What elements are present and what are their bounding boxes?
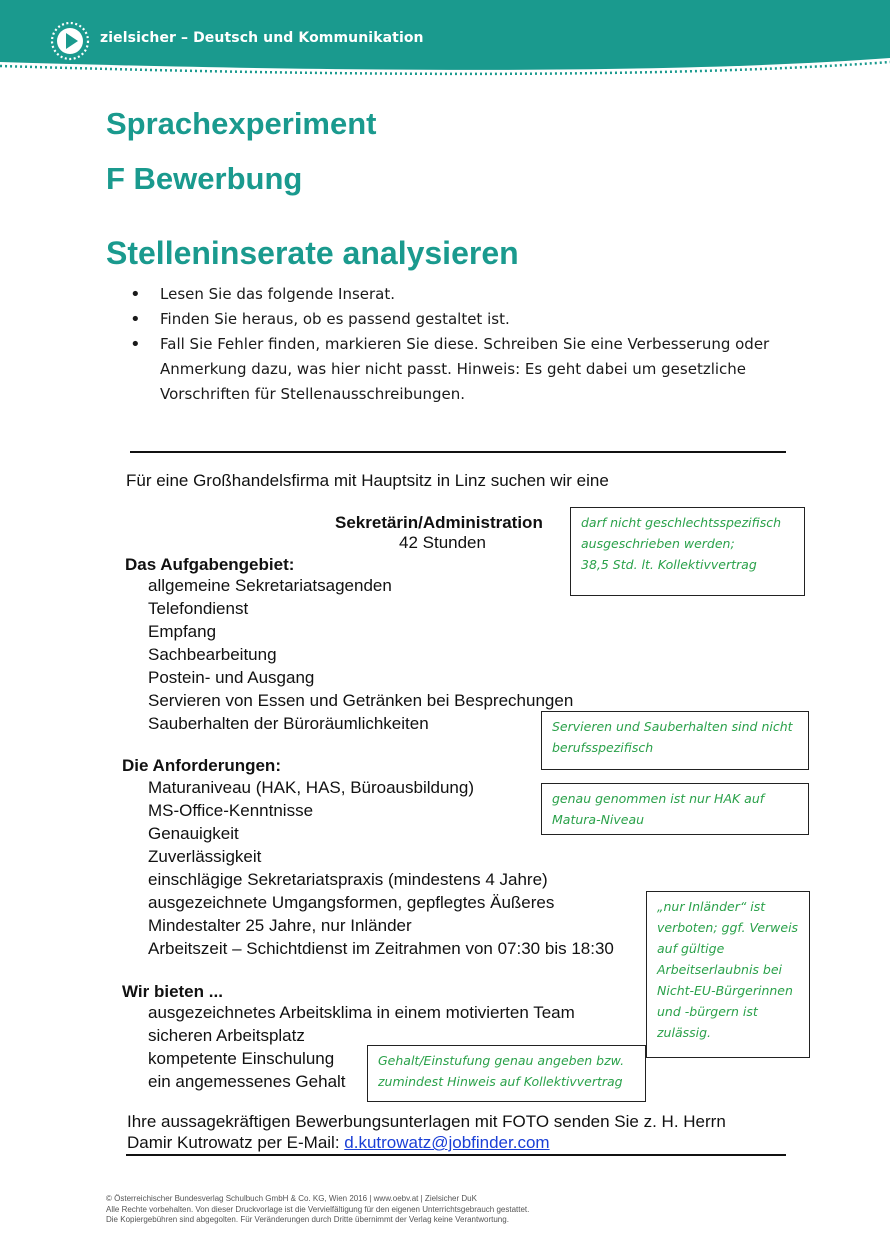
requirement-item: Zuverlässigkeit — [148, 847, 262, 866]
task-item: Telefondienst — [148, 599, 249, 618]
task-item: Sachbearbeitung — [148, 645, 277, 664]
instruction-item: • Finden Sie heraus, ob es passend gestaltet ist. — [130, 307, 770, 332]
footer-line: © Österreichischer Bundesverlag Schulbuch GmbH & Co. KG, Wien 2016 | www.oebv.at | Zielsicher DuK — [106, 1194, 477, 1203]
note-duties — [541, 711, 809, 770]
ad-position: Sekretärin/Administration — [335, 513, 543, 532]
note-line: 38,5 Std. lt. Kollektivvertrag — [581, 557, 757, 572]
note-matura — [541, 783, 809, 835]
note-nationals — [646, 891, 810, 1058]
closing-line: Ihre aussagekräftigen Bewerbungsunterlagen mit FOTO senden Sie z. H. Herrn — [127, 1112, 726, 1131]
offer-item: kompetente Einschulung — [148, 1049, 335, 1068]
ad-intro: Für eine Großhandelsfirma mit Hauptsitz in Linz suchen wir eine — [126, 471, 609, 490]
note-line: und -bürgern ist — [657, 1004, 758, 1019]
task-item: allgemeine Sekretariatsagenden — [148, 576, 392, 595]
closing-contact — [127, 1133, 550, 1153]
note-line: zulässig. — [657, 1025, 712, 1040]
requirement-item: ausgezeichnete Umgangsformen, gepflegtes Äußeres — [148, 893, 555, 912]
note-line: auf gültige — [657, 941, 725, 956]
note-salary — [367, 1045, 646, 1102]
note-line: Nicht-EU-Bürgerinnen — [657, 983, 793, 998]
page-title: Sprachexperiment — [106, 106, 377, 141]
requirement-item: Mindestalter 25 Jahre, nur Inländer — [148, 916, 412, 935]
copyright-footer — [106, 1194, 529, 1226]
instruction-item: • Fall Sie Fehler finden, markieren Sie diese. Schreiben Sie eine Verbesserung oder Anmerkung dazu, was hier nicht passt. Hinweis: Es geht dabei um gesetzliche Vorschriften für Stellenausschreibungen. — [130, 332, 770, 407]
requirement-item: einschlägige Sekretariatspraxis (mindestens 4 Jahre) — [148, 870, 548, 889]
note-line: darf nicht geschlechtsspezifisch — [581, 515, 782, 530]
requirement-item: Maturaniveau (HAK, HAS, Büroausbildung) — [148, 778, 474, 797]
email-link[interactable]: d.kutrowatz@jobfinder.com — [344, 1133, 550, 1152]
instruction-list — [130, 282, 770, 407]
instruction-item: • Lesen Sie das folgende Inserat. — [130, 282, 770, 307]
task-item: Servieren von Essen und Getränken bei Besprechungen — [148, 691, 574, 710]
offer-heading: Wir bieten ... — [122, 982, 223, 1001]
requirement-item: Genauigkeit — [148, 824, 239, 843]
divider-bottom — [126, 1154, 786, 1156]
ad-hours: 42 Stunden — [399, 533, 486, 552]
requirement-item: MS-Office-Kenntnisse — [148, 801, 314, 820]
note-line: Matura-Niveau — [552, 812, 645, 827]
offer-item: ausgezeichnetes Arbeitsklima in einem motivierten Team — [148, 1003, 575, 1022]
note-gender — [570, 507, 805, 596]
offer-item: sicheren Arbeitsplatz — [148, 1026, 305, 1045]
offer-item: ein angemessenes Gehalt — [148, 1072, 346, 1091]
requirements-heading: Die Anforderungen: — [122, 756, 281, 775]
note-line: verboten; ggf. Verweis — [657, 920, 799, 935]
closing-contact-label: Damir Kutrowatz per E-Mail: — [127, 1133, 345, 1152]
section-title: F Bewerbung — [106, 161, 303, 196]
note-line: „nur Inländer“ ist — [657, 899, 766, 914]
note-line: Servieren und Sauberhalten sind nicht — [552, 719, 793, 734]
note-line: genau genommen ist nur HAK auf — [552, 791, 765, 806]
task-title: Stelleninserate analysieren — [106, 235, 519, 271]
footer-line: Die Kopiergebühren sind abgegolten. Für Veränderungen durch Dritte übernimmt der Verlag keine Verantwortung. — [106, 1215, 509, 1224]
note-line: Gehalt/Einstufung genau angeben bzw. — [378, 1053, 625, 1068]
tasks-heading: Das Aufgabengebiet: — [125, 555, 295, 574]
brand-title: zielsicher – Deutsch und Kommunikation — [100, 30, 424, 46]
task-item: Empfang — [148, 622, 217, 641]
requirement-item: Arbeitszeit – Schichtdienst im Zeitrahmen von 07:30 bis 18:30 — [148, 939, 614, 958]
note-line: ausgeschrieben werden; — [581, 536, 735, 551]
note-line: berufsspezifisch — [552, 740, 654, 755]
task-item: Postein- und Ausgang — [148, 668, 315, 687]
footer-line: Alle Rechte vorbehalten. Von dieser Druckvorlage ist die Vervielfältigung für den eigenen Unterrichtsgebrauch gestattet. — [106, 1204, 530, 1214]
divider-top — [130, 451, 786, 453]
note-line: zumindest Hinweis auf Kollektivvertrag — [378, 1074, 623, 1089]
task-item: Sauberhalten der Büroräumlichkeiten — [148, 714, 429, 733]
note-line: Arbeitserlaubnis bei — [657, 962, 782, 977]
